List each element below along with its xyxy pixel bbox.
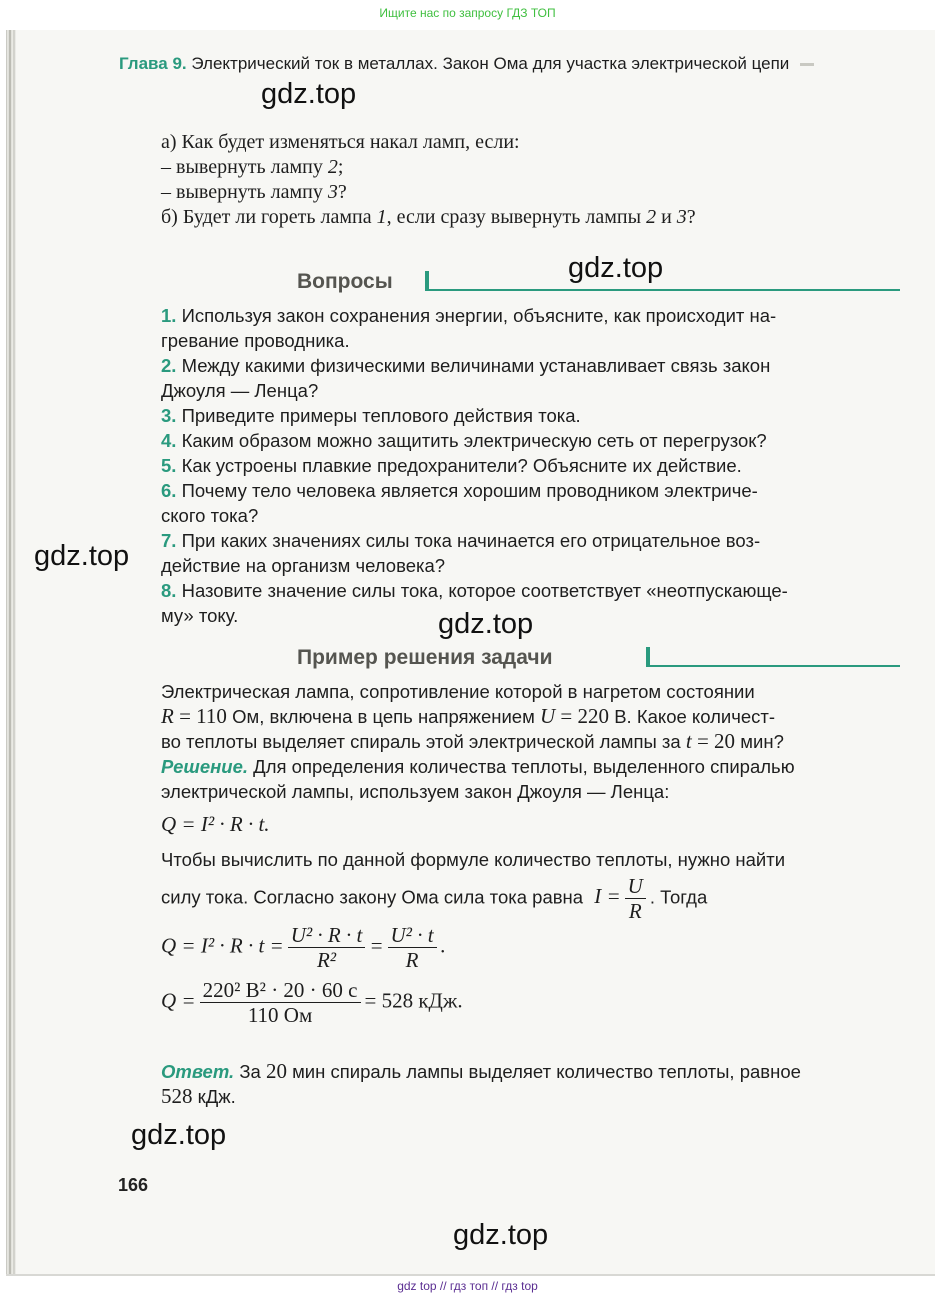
watermark: gdz.top — [453, 1219, 549, 1251]
watermark: gdz.top — [131, 1119, 227, 1151]
formula-joule-lenz: Q = I² · R · t. — [161, 812, 270, 836]
solution-block — [161, 754, 901, 1027]
question-line: 7. При каких значениях силы тока начинается его отрицательное воз- — [161, 530, 761, 551]
fraction: $\frac{\text{U² · R · t}}{\text{R²}}$ — [288, 923, 366, 972]
exercise-line-a: а) Как будет изменяться накал ламп, если: — [161, 131, 520, 153]
watermark: gdz.top — [568, 252, 664, 284]
questions-section-title: Вопросы — [297, 270, 393, 293]
question-line: Джоуля — Ленца? — [161, 380, 319, 401]
solution-line: Решение. Для определения количества теплоты, выделенного спиралью — [161, 756, 795, 777]
solution-line: Чтобы вычислить по данной формуле количество теплоты, нужно найти — [161, 849, 786, 870]
fraction: $\frac{\text{220² В² · 20 · 60 с}}{110 Ом}$ — [200, 978, 361, 1027]
question-line: действие на организм человека? — [161, 555, 446, 576]
chapter-title: Электрический ток в металлах. Закон Ома для участка электрической цепи — [191, 54, 790, 73]
exercise-line-dash1: – вывернуть лампу 2; — [161, 156, 344, 178]
questions-section-rule — [425, 289, 900, 291]
exercise-block — [161, 130, 696, 230]
answer-block — [161, 1059, 901, 1109]
example-section-rule — [646, 665, 900, 667]
chapter-header — [119, 54, 814, 74]
answer-line: 528 кДж. — [161, 1084, 236, 1108]
problem-line: Электрическая лампа, сопротивление которой в нагретом состоянии — [161, 681, 755, 702]
formula-derivation: Q = I² · R · t = $\frac{\text{U² · R · t}}{\text{R²}}$ = $\frac{\text{U² · t}}{R}$ . — [161, 923, 446, 972]
solution-line: электрической лампы, используем закон Джоуля — Ленца: — [161, 781, 670, 802]
exercise-line-dash2: – вывернуть лампу 3? — [161, 181, 347, 203]
problem-statement — [161, 679, 901, 754]
header-marker — [800, 63, 814, 66]
formula-calculation: Q = $\frac{\text{220² В² · 20 · 60 с}}{110 Ом}$ = 528 кДж. — [161, 978, 463, 1027]
book-spine — [6, 30, 16, 1274]
problem-line: во теплоты выделяет спираль этой электрической лампы за t = 20 мин? — [161, 729, 784, 753]
question-line: му» току. — [161, 605, 239, 626]
answer-label: Ответ. — [161, 1061, 235, 1082]
question-line: 6. Почему тело человека является хорошим проводником электриче- — [161, 480, 758, 501]
watermark: gdz.top — [261, 78, 357, 110]
example-section-title: Пример решения задачи — [297, 646, 553, 669]
textbook-page — [6, 30, 935, 1276]
watermark: gdz.top — [438, 608, 534, 640]
answer-line: Ответ. За 20 мин спираль лампы выделяет количество теплоты, равное — [161, 1059, 801, 1083]
page-number: 166 — [118, 1175, 149, 1195]
solution-label: Решение. — [161, 756, 249, 777]
question-line: гревание проводника. — [161, 330, 350, 351]
ohm-fraction: $\frac{U}{R}$ — [625, 874, 646, 923]
chapter-number: Глава 9. — [119, 54, 187, 73]
solution-line-ohm: силу тока. Согласно закону Ома сила тока равна I = $\frac{U}{R}$ . Тогда — [161, 874, 708, 923]
top-banner-link[interactable]: Ищите нас по запросу ГДЗ ТОП — [379, 6, 556, 20]
question-line: 4. Каким образом можно защитить электрическую сеть от перегрузок? — [161, 430, 767, 451]
exercise-line-b: б) Будет ли гореть лампа 1, если сразу вывернуть лампы 2 и 3? — [161, 206, 696, 228]
fraction: $\frac{\text{U² · t}}{R}$ — [388, 923, 437, 972]
questions-list — [161, 303, 901, 628]
problem-line: R = 110 Ом, включена в цепь напряжением U = 220 В. Какое количест- — [161, 704, 776, 728]
question-line: 8. Назовите значение силы тока, которое соответствует «неотпускающе- — [161, 580, 788, 601]
question-line: 2. Между какими физическими величинами устанавливает связь закон — [161, 355, 771, 376]
question-line: ского тока? — [161, 505, 259, 526]
question-line: 3. Приведите примеры теплового действия тока. — [161, 405, 581, 426]
question-line: 1. Используя закон сохранения энергии, объясните, как происходит на- — [161, 305, 777, 326]
bottom-banner-link[interactable]: gdz top // гдз топ // гдз top — [397, 1279, 538, 1293]
question-line: 5. Как устроены плавкие предохранители? Объясните их действие. — [161, 455, 742, 476]
watermark: gdz.top — [34, 540, 130, 572]
